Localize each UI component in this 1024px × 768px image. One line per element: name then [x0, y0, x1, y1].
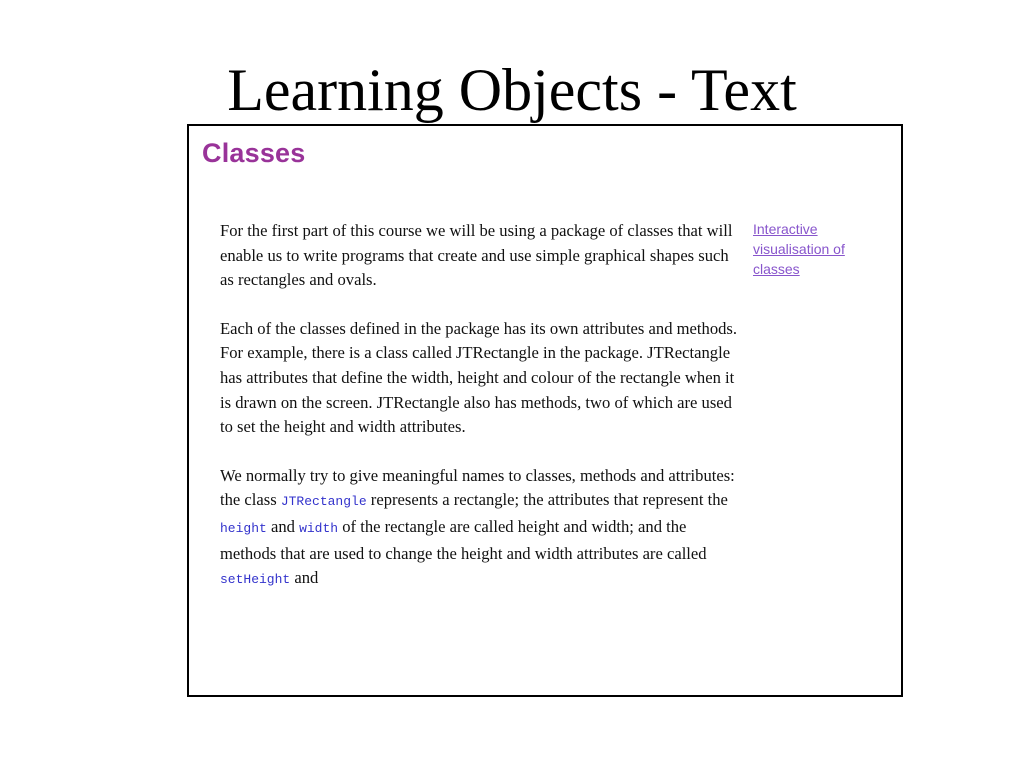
paragraph-3-text-3: and [266, 516, 300, 536]
paragraph-3-text-4: of the rectangle are called height and width; and the methods that are used to change the height and width attributes are called [220, 516, 707, 563]
page-heading: Classes [202, 138, 306, 168]
paragraph-2: Each of the classes defined in the package has its own attributes and methods. For example, there is a class called JTRectangle in the package. JTRectangle has attributes that define the width, height and colour of the rectangle when it is drawn on the screen. JTRectangle also has methods, two of which are used to set the height and width attributes. [220, 318, 738, 437]
slide-title: Learning Objects - Text [227, 57, 797, 123]
paragraph-3 [220, 464, 740, 593]
code-jtrectangle: JTRectangle [280, 494, 367, 510]
paragraph-3-text-5: and [290, 568, 319, 588]
content-body [220, 219, 740, 617]
paragraph-3-text-1: We normally try to give meaningful names to classes, methods and attributes: the class [220, 465, 735, 510]
paragraph-3-text-2: represents a rectangle; the attributes that represent the [366, 490, 728, 510]
code-height: height [220, 520, 267, 536]
interactive-visualisation-link[interactable]: Interactive visualisation of classes [753, 221, 845, 277]
paragraph-1: For the first part of this course we will be using a package of classes that will enable us to write programs that create and use simple graphical shapes such as rectangles and ovals. [220, 221, 733, 290]
screenshot-frame [187, 124, 903, 697]
code-width: width [299, 520, 339, 536]
code-setheight: setHeight [220, 572, 291, 588]
